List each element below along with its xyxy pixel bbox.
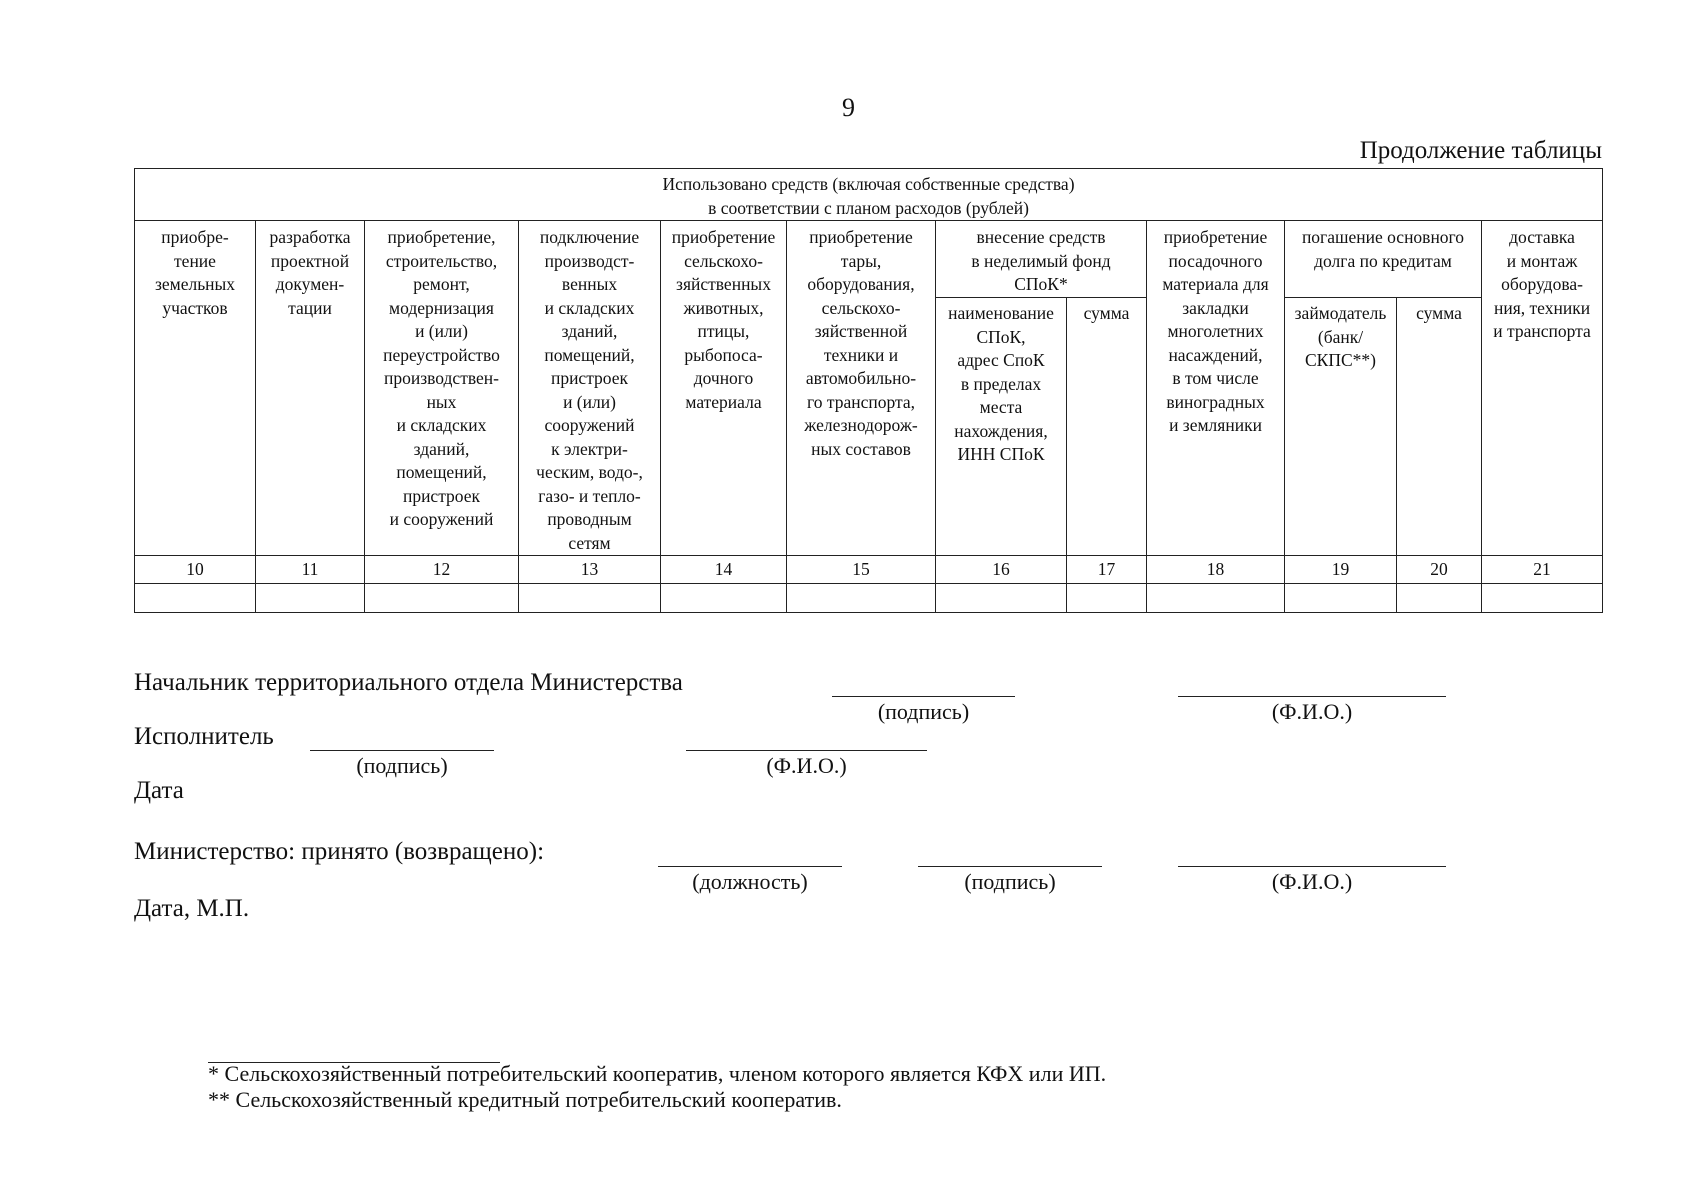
empty-cell[interactable] xyxy=(1482,584,1603,613)
table-continuation-label: Продолжение таблицы xyxy=(1359,137,1602,164)
column-number: 14 xyxy=(661,556,787,584)
empty-cell[interactable] xyxy=(1397,584,1482,613)
empty-cell[interactable] xyxy=(519,584,661,613)
empty-cell[interactable] xyxy=(787,584,936,613)
empty-cell[interactable] xyxy=(1067,584,1147,613)
head-name-caption: (Ф.И.О.) xyxy=(1271,699,1353,724)
column-number: 11 xyxy=(256,556,365,584)
header-col-16: наименование СПоК, адрес СпоК в пределах места нахождения, ИНН СПоК xyxy=(936,298,1067,556)
executor-name-caption: (Ф.И.О.) xyxy=(766,753,847,778)
column-number: 13 xyxy=(519,556,661,584)
executor-label: Исполнитель xyxy=(134,723,274,750)
header-col-20: сумма xyxy=(1397,298,1482,556)
empty-cell[interactable] xyxy=(661,584,787,613)
header-col-14: приобретение сельскохо- зяйственных животных, птицы, рыбопоса- дочного материала xyxy=(661,221,787,556)
column-number: 17 xyxy=(1067,556,1147,584)
column-number: 16 xyxy=(936,556,1067,584)
column-number: 12 xyxy=(365,556,519,584)
header-col-12: приобретение, строительство, ремонт, модернизация и (или) переустройство производствен- ных и складских зданий, помещений, пристроек и сооружений xyxy=(365,221,519,556)
header-group-19-20: погашение основного долга по кредитам xyxy=(1285,221,1482,298)
header-col-11: разработка проектной докумен- тации xyxy=(256,221,365,556)
column-number: 21 xyxy=(1482,556,1603,584)
column-number: 19 xyxy=(1285,556,1397,584)
empty-cell[interactable] xyxy=(135,584,256,613)
footnote-2: ** Сельскохозяйственный кредитный потребительский кооператив. xyxy=(208,1087,842,1112)
table-super-header: Использовано средств (включая собственные средства) в соответствии с планом расходов (рублей) xyxy=(135,169,1603,221)
executor-signature-caption: (подпись) xyxy=(356,753,448,778)
header-col-17: сумма xyxy=(1067,298,1147,556)
executor-signature-line[interactable] xyxy=(310,750,494,751)
column-number: 18 xyxy=(1147,556,1285,584)
executor-name-line[interactable] xyxy=(686,750,927,751)
empty-cell[interactable] xyxy=(936,584,1067,613)
ministry-name-caption: (Ф.И.О.) xyxy=(1271,869,1353,894)
head-signature-caption: (подпись) xyxy=(877,699,970,724)
head-signature-line[interactable] xyxy=(832,696,1015,697)
header-col-18: приобретение посадочного материала для закладки многолетних насаждений, в том числе виноградных и земляники xyxy=(1147,221,1285,556)
header-col-10: приобре- тение земельных участков xyxy=(135,221,256,556)
header-col-15: приобретение тары, оборудования, сельскохо- зяйственной техники и автомобильно- го транспорта, железнодорож- ных составов xyxy=(787,221,936,556)
column-number: 20 xyxy=(1397,556,1482,584)
ministry-signature-caption: (подпись) xyxy=(964,869,1056,894)
empty-cell[interactable] xyxy=(1147,584,1285,613)
expenses-table xyxy=(134,168,1603,613)
empty-cell[interactable] xyxy=(256,584,365,613)
ministry-label: Министерство: принято (возвращено): xyxy=(134,838,545,865)
header-group-16-17: внесение средств в неделимый фонд СПоК* xyxy=(936,221,1147,298)
ministry-name-line[interactable] xyxy=(1178,866,1446,867)
column-number: 15 xyxy=(787,556,936,584)
empty-cell[interactable] xyxy=(365,584,519,613)
head-name-line[interactable] xyxy=(1178,696,1446,697)
empty-cell[interactable] xyxy=(1285,584,1397,613)
header-col-13: подключение производст- венных и складских зданий, помещений, пристроек и (или) сооружений к электри- ческим, водо-, газо- и тепло- проводным сетям xyxy=(519,221,661,556)
date-stamp-label: Дата, М.П. xyxy=(134,895,250,922)
head-of-department-label: Начальник территориального отдела Министерства xyxy=(134,669,683,696)
ministry-signature-line[interactable] xyxy=(918,866,1102,867)
page-number: 9 xyxy=(842,93,855,122)
footnote-1: * Сельскохозяйственный потребительский кооператив, членом которого является КФХ или ИП. xyxy=(208,1061,1107,1086)
header-col-19: займодатель (банк/ СКПС**) xyxy=(1285,298,1397,556)
ministry-position-line[interactable] xyxy=(658,866,842,867)
date-label: Дата xyxy=(134,777,184,804)
header-col-21: доставка и монтаж оборудова- ния, техники и транспорта xyxy=(1482,221,1603,556)
column-number: 10 xyxy=(135,556,256,584)
ministry-position-caption: (должность) xyxy=(692,869,808,894)
